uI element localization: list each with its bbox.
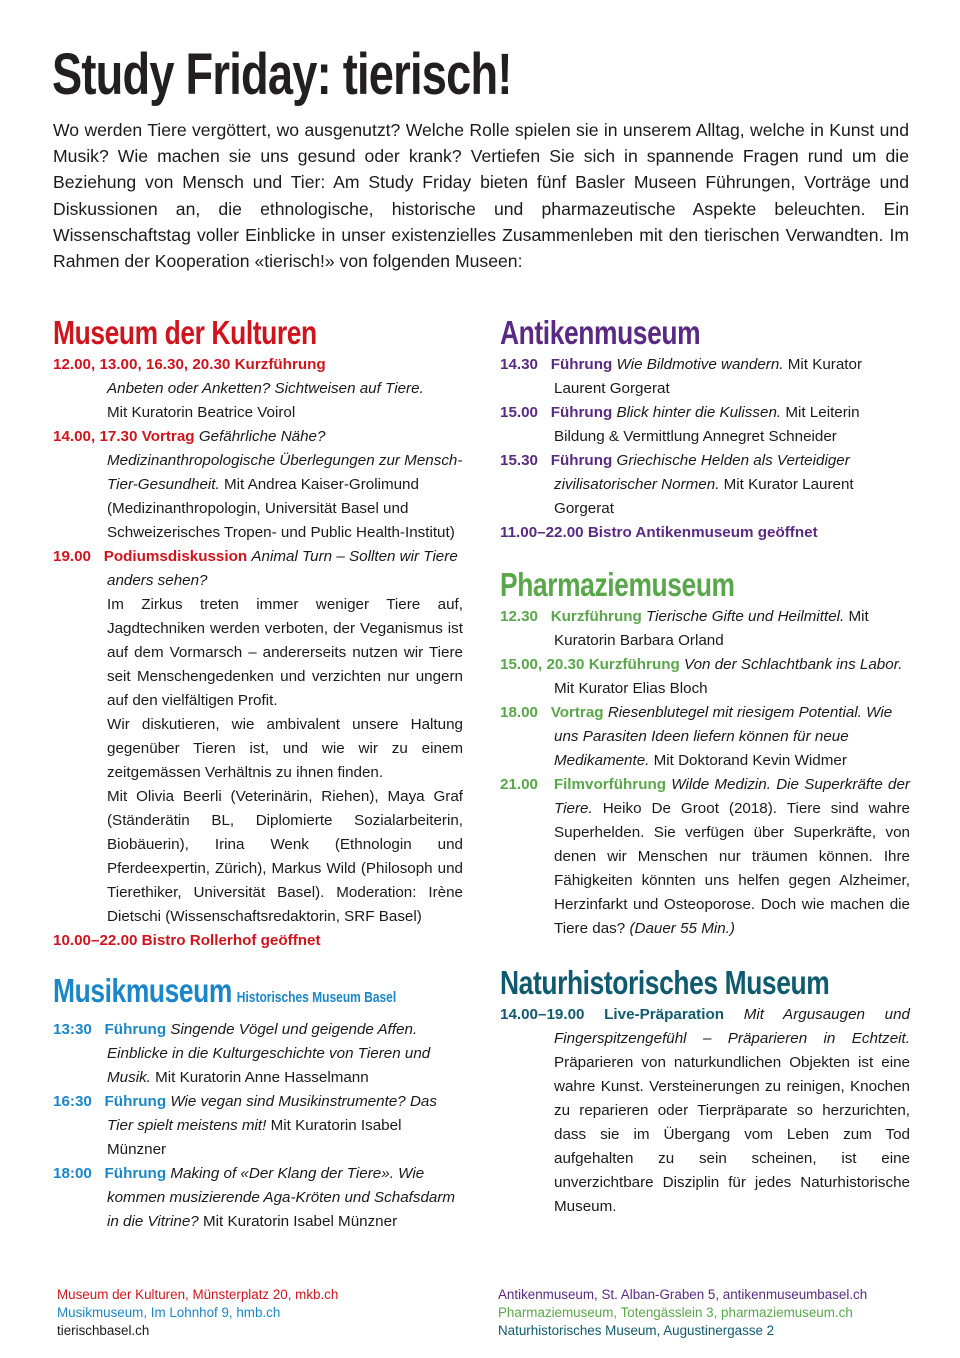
event-type: Vortrag xyxy=(550,704,604,721)
event-details: Mit Kurator Elias Bloch xyxy=(554,680,708,697)
event-type: Kurzführung xyxy=(234,356,326,373)
event-details: Mit Kurator Laurent Gorgerat xyxy=(554,356,863,397)
event-details: Mit Kuratorin Beatrice Voirol xyxy=(107,404,296,421)
event-details: Mit Leiterin Bildung & Vermittlung Annegret Schneider xyxy=(554,404,860,445)
event-time: 15.30 xyxy=(500,452,539,469)
event-details: Mit Kuratorin Isabel Münzner xyxy=(107,1117,402,1158)
event-details: Präparieren von naturkundlichen Objekten ist eine wahre Kunst. Versteinerungen zu reinigen, Knochen zu reparieren oder Tierpräparate so herzurichten, dass sie im Übergang vom Leben zum Tod aufgehalten zu sein scheinen, ist eine unverzichtbare Disziplin für jedes Naturhistorische Museum. xyxy=(554,1054,910,1215)
event-title: Blick hinter die Kulissen. xyxy=(616,404,782,421)
section-heading: Antikenmuseum xyxy=(500,314,701,351)
right-column xyxy=(500,313,910,1219)
event-type: Kurzführung xyxy=(550,608,642,625)
event-item xyxy=(500,605,910,653)
event-duration: (Dauer 55 Min.) xyxy=(629,920,735,937)
event-time: 18:00 xyxy=(53,1165,92,1182)
event-paragraph: Mit Olivia Beerli (Veterinärin, Riehen), Maya Graf (Ständerätin BL, Diplomierte Sozialarbeiterin, Biobäuerin), Irina Wenk (Ethnologin und Pferdeexpertin, Zürich), Markus Wild (Philosoph und Tierethiker, Universität Basel). Moderation: Irène Dietschi (Wissenschaftsredaktorin, SRF Basel) xyxy=(107,788,463,925)
section-heading: Naturhistorisches Museum xyxy=(500,964,830,1001)
bistro-hours: 11.00–22.00 Bistro Antikenmuseum geöffnet xyxy=(500,524,818,541)
footer-addresses-left xyxy=(57,1286,338,1340)
event-details: Heiko De Groot (2018). Tiere sind wahre Superhelden. Sie verfügen über Superkräfte, von denen wir Menschen nur träumen können. Ihre Fähigkeiten könnten uns helfen gegen Alzheimer, Herzinfarkt und Osteoporose. Doch wie machen die Tiere das? xyxy=(554,800,910,937)
event-title: Wilde Medizin. Die Superkräfte der Tiere. xyxy=(554,776,910,817)
event-time: 14.00, 17.30 xyxy=(53,428,138,445)
event-title: Anbeten oder Anketten? Sichtweisen auf Tiere. xyxy=(107,380,424,397)
event-title: Von der Schlachtbank ins Labor. xyxy=(684,656,903,673)
event-time: 21.00 xyxy=(500,776,539,793)
address-musikmuseum: Musikmuseum, Im Lohnhof 9, hmb.ch xyxy=(57,1305,281,1320)
event-time: 13:30 xyxy=(53,1021,92,1038)
event-type: Vortrag xyxy=(141,428,195,445)
event-item xyxy=(53,1090,463,1162)
event-item xyxy=(53,545,463,929)
event-item xyxy=(500,353,910,401)
event-paragraph: Wir diskutieren, wie ambivalent unsere Haltung gegenüber Tieren ist, und wie wir zu einem zeitgemässen Verhältnis zu ihnen finden. xyxy=(107,716,463,781)
bistro-hours: 10.00–22.00 Bistro Rollerhof geöffnet xyxy=(53,932,321,949)
event-title: Gefährliche Nähe? Medizinanthropologische Überlegungen zur Mensch-Tier-Gesundheit. xyxy=(107,428,463,493)
event-details: Mit Kuratorin Isabel Münzner xyxy=(202,1213,398,1230)
website-link[interactable]: tierischbasel.ch xyxy=(57,1323,150,1338)
event-time: 19.00 xyxy=(53,548,92,565)
event-time: 15.00 xyxy=(500,404,539,421)
event-item xyxy=(500,653,910,701)
section-naturhistorisches-museum xyxy=(500,963,910,1219)
event-item xyxy=(500,773,910,941)
event-title: Wie Bildmotive wandern. xyxy=(616,356,784,373)
address-antikenmuseum: Antikenmuseum, St. Alban-Graben 5, antikenmuseumbasel.ch xyxy=(498,1287,868,1302)
event-type: Führung xyxy=(550,452,613,469)
section-antikenmuseum xyxy=(500,313,910,545)
event-type: Führung xyxy=(104,1165,167,1182)
event-item xyxy=(500,1003,910,1219)
event-title: Animal Turn – Sollten wir Tiere anders sehen? xyxy=(107,548,458,589)
section-heading: Museum der Kulturen xyxy=(53,314,317,351)
event-item xyxy=(500,449,910,521)
event-item xyxy=(53,1018,463,1090)
event-details: Mit Kuratorin Barbara Orland xyxy=(554,608,869,649)
event-title: Griechische Helden als Verteidiger zivilisatorischer Normen. xyxy=(554,452,850,493)
event-title: Riesenblutegel mit riesigem Potential. Wie uns Parasiten Ideen liefern können für neue Medikamente. xyxy=(554,704,893,769)
event-details: Mit Kurator Laurent Gorgerat xyxy=(554,476,854,517)
event-details: Mit Andrea Kaiser-Grolimund (Medizinanthropologin, Universität Basel und Schweizerisches Tropen- und Public Health-Institut) xyxy=(107,476,455,541)
event-item xyxy=(500,401,910,449)
event-type: Kurzführung xyxy=(588,656,680,673)
event-time: 15.00, 20.30 xyxy=(500,656,585,673)
section-museum-der-kulturen xyxy=(53,313,463,953)
page-title: Study Friday: tierisch! xyxy=(52,42,512,107)
event-time: 12.00, 13.00, 16.30, 20.30 xyxy=(53,356,231,373)
event-type: Live-Präparation xyxy=(604,1006,725,1023)
event-details: Mit Doktorand Kevin Widmer xyxy=(653,752,847,769)
section-musikmuseum xyxy=(53,971,463,1234)
section-heading-title: Musikmuseum xyxy=(53,972,232,1009)
event-details: Mit Kuratorin Anne Hasselmann xyxy=(155,1069,369,1086)
event-type: Führung xyxy=(550,404,613,421)
left-column xyxy=(53,313,463,1234)
event-type: Führung xyxy=(104,1021,167,1038)
section-heading xyxy=(53,971,397,1018)
event-time: 14.30 xyxy=(500,356,539,373)
section-heading: Pharmaziemuseum xyxy=(500,566,735,603)
event-type: Filmvorführung xyxy=(553,776,667,793)
intro-text: Wo werden Tiere vergöttert, wo ausgenutzt? Welche Rolle spielen sie in unserem Alltag, welche in Kunst und Musik? Wie machen sie uns gesund oder krank? Vertiefen Sie sich in spannende Fragen rund um die Beziehung von Mensch und Tier: Am Study Friday bieten fünf Basler Museen Führungen, Vorträge und Diskussionen an, die ethnologische, historische und pharmazeutische Aspekte beleuchten. Ein Wissenschaftstag voller Einblicke in unser existenzielles Zusammenleben mit den tierischen Verwandten. Im Rahmen der Kooperation «tierisch!» von folgenden Museen: xyxy=(53,120,909,272)
event-title: Tierische Gifte und Heilmittel. xyxy=(646,608,845,625)
event-item xyxy=(500,701,910,773)
event-item xyxy=(53,1162,463,1234)
address-pharmaziemuseum: Pharmaziemuseum, Totengässlein 3, pharmaziemuseum.ch xyxy=(498,1305,853,1320)
event-time: 18.00 xyxy=(500,704,539,721)
event-type: Podiumsdiskussion xyxy=(103,548,248,565)
event-time: 14.00–19.00 xyxy=(500,1006,585,1023)
section-pharmaziemuseum xyxy=(500,565,910,941)
event-item xyxy=(53,353,463,425)
event-type: Führung xyxy=(550,356,613,373)
address-museum-der-kulturen: Museum der Kulturen, Münsterplatz 20, mkb.ch xyxy=(57,1287,339,1302)
event-title: Wie vegan sind Musikinstrumente? Das Tier spielt meistens mit! xyxy=(107,1093,437,1134)
event-title: Making of «Der Klang der Tiere». Wie kommen musizierende Aga-Kröten und Schafsdarm in die Vitrine? xyxy=(107,1165,456,1230)
event-time: 12.30 xyxy=(500,608,539,625)
event-paragraph: Im Zirkus treten immer weniger Tiere auf, Jagdtechniken werden verboten, der Veganismus ist auf dem Vormarsch – andererseits nutzen wir Tiere seit Menschengedenken und verzichten nur ungern auf den vielfältigen Profit. xyxy=(107,596,463,709)
event-time: 16:30 xyxy=(53,1093,92,1110)
section-subheading: Historisches Museum Basel xyxy=(236,989,397,1006)
footer-addresses-right xyxy=(498,1286,867,1340)
event-title: Singende Vögel und geigende Affen. Einblicke in die Kulturgeschichte von Tieren und Musik. xyxy=(107,1021,431,1086)
event-title: Mit Argusaugen und Fingerspitzengefühl – Präparieren in Echtzeit. xyxy=(554,1006,910,1047)
event-type: Führung xyxy=(104,1093,167,1110)
event-item xyxy=(53,425,463,545)
address-naturhistorisches-museum: Naturhistorisches Museum, Augustinergasse 2 xyxy=(498,1323,775,1338)
